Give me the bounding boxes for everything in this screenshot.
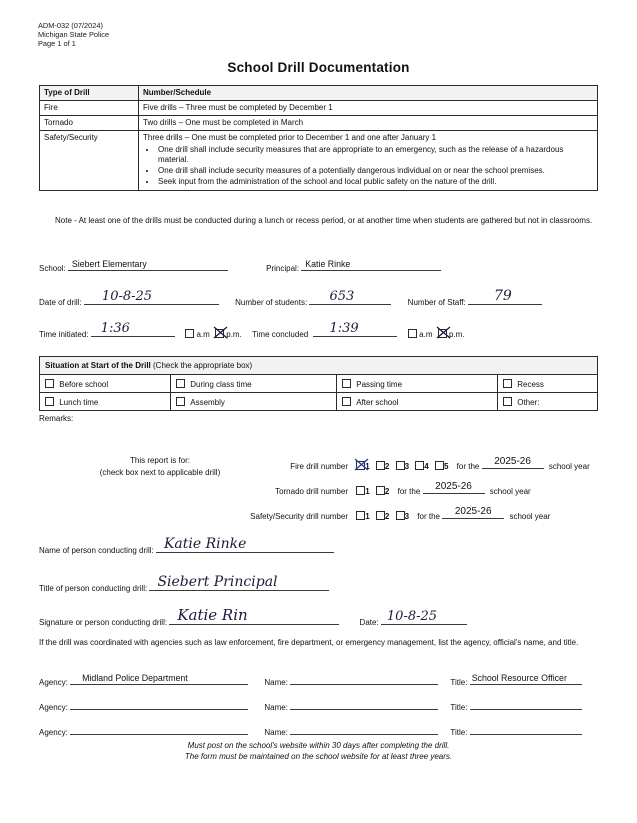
school-year-value: 2025-26 bbox=[454, 506, 492, 517]
situation-option-after-school[interactable] bbox=[337, 393, 498, 411]
am-label: a.m bbox=[196, 330, 210, 339]
agency-input[interactable] bbox=[70, 722, 248, 735]
option-label: After school bbox=[356, 397, 399, 407]
school-year-suffix: school year bbox=[509, 512, 551, 521]
box-label: 4 bbox=[424, 462, 429, 471]
name-label: Name: bbox=[264, 728, 288, 737]
tornado-drill-box-1[interactable] bbox=[356, 486, 365, 495]
safety-drill-box-1[interactable] bbox=[356, 511, 365, 520]
column-header-type: Type of Drill bbox=[40, 86, 139, 101]
table-header-row bbox=[40, 86, 598, 101]
number-staff-label: Number of Staff: bbox=[407, 298, 466, 307]
situation-row bbox=[40, 393, 598, 411]
option-label: Recess bbox=[517, 379, 544, 389]
agency-label: Agency: bbox=[39, 728, 68, 737]
signature-input[interactable] bbox=[169, 606, 339, 625]
checkbox[interactable] bbox=[45, 379, 54, 388]
box-label: 1 bbox=[365, 462, 370, 471]
drill-schedule: Five drills – Three must be completed by December 1 bbox=[139, 101, 598, 116]
time-concluded-am-checkbox[interactable] bbox=[408, 329, 417, 338]
remarks-label: Remarks: bbox=[39, 414, 74, 423]
fire-drill-box-3[interactable] bbox=[396, 461, 405, 470]
agency-name-input[interactable] bbox=[290, 697, 438, 710]
signature-date-label: Date: bbox=[359, 618, 379, 627]
situation-option-other[interactable] bbox=[498, 393, 598, 411]
agency-label: Agency: bbox=[39, 678, 68, 687]
form-header bbox=[38, 22, 109, 48]
conducting-title-row bbox=[39, 574, 637, 593]
name-label: Name: bbox=[264, 678, 288, 687]
checkbox[interactable] bbox=[176, 397, 185, 406]
drill-schedule-table bbox=[39, 85, 598, 191]
situation-heading bbox=[40, 357, 598, 375]
drill-type: Safety/Security bbox=[40, 131, 139, 191]
organization-name: Michigan State Police bbox=[38, 29, 110, 39]
fire-drill-label: Fire drill number bbox=[290, 462, 348, 471]
agency-intro: If the drill was coordinated with agencies such as law enforcement, fire department, or emergency management, list the agency, official's name, and title. bbox=[39, 638, 579, 647]
x-mark-icon bbox=[354, 457, 369, 472]
column-header-schedule: Number/Schedule bbox=[139, 86, 598, 101]
conducting-name-value: Katie Rinke bbox=[163, 536, 247, 552]
safety-drill-school-year-input[interactable] bbox=[442, 506, 504, 519]
time-initiated-input[interactable] bbox=[91, 321, 175, 337]
agency-value: Midland Police Department bbox=[82, 673, 188, 683]
fire-drill-box-2[interactable] bbox=[376, 461, 385, 470]
option-label: Before school bbox=[59, 379, 109, 389]
agency-row-3 bbox=[39, 722, 637, 737]
fire-drill-box-1[interactable] bbox=[356, 461, 365, 470]
safety-drill-box-3[interactable] bbox=[396, 511, 405, 520]
am-label: a.m bbox=[419, 330, 433, 339]
signature-date-input[interactable] bbox=[381, 609, 467, 625]
name-label: Name: bbox=[264, 703, 288, 712]
safety-drill-number-row bbox=[168, 506, 550, 521]
agency-row-1 bbox=[39, 672, 637, 687]
situation-option-passing-time[interactable] bbox=[337, 375, 498, 393]
signature-value: Katie Rin bbox=[177, 606, 248, 624]
footer-line-1: Must post on the school's website within 30 days after completing the drill. bbox=[187, 741, 450, 750]
schedule-note: Note - At least one of the drills must be conducted during a lunch or recess period, or at another time when students are gathered but not in classrooms. bbox=[55, 216, 593, 225]
number-students-label: Number of students: bbox=[235, 298, 308, 307]
title-label: Title: bbox=[450, 703, 468, 712]
tornado-drill-school-year-input[interactable] bbox=[423, 481, 485, 494]
fire-drill-number-row bbox=[200, 456, 590, 471]
time-concluded-input[interactable] bbox=[313, 321, 397, 337]
number-students-value: 653 bbox=[329, 289, 355, 304]
remarks-row bbox=[39, 414, 637, 423]
situation-heading-row bbox=[40, 357, 598, 375]
school-label: School: bbox=[39, 264, 66, 273]
situation-row bbox=[40, 375, 598, 393]
x-mark-icon bbox=[436, 325, 451, 340]
date-of-drill-value: 10-8-25 bbox=[101, 289, 153, 304]
box-label: 1 bbox=[365, 512, 370, 521]
time-initiated-pm-checkbox[interactable] bbox=[215, 329, 224, 338]
drill-type: Tornado bbox=[40, 116, 139, 131]
safety-security-bullet-list bbox=[143, 145, 593, 187]
number-students-input[interactable] bbox=[309, 289, 391, 305]
signature-label: Signature or person conducting drill: bbox=[39, 618, 168, 627]
agency-title-value: School Resource Officer bbox=[471, 673, 567, 683]
list-item: • One drill shall include security measures that are appropriate to an emergency, such as the release of a hazardous material. bbox=[157, 145, 593, 165]
drill-schedule: Three drills – One must be completed prior to December 1 and one after January 1 bbox=[143, 133, 437, 142]
school-year-suffix: school year bbox=[548, 462, 590, 471]
time-concluded-label: Time concluded bbox=[252, 330, 309, 339]
conducting-title-value: Siebert Principal bbox=[157, 574, 278, 590]
box-label: 2 bbox=[384, 462, 390, 471]
report-for-line1: This report is for: bbox=[129, 456, 190, 465]
option-label: During class time bbox=[190, 379, 252, 389]
option-label: Lunch time bbox=[59, 397, 99, 407]
agency-title-input[interactable] bbox=[470, 697, 582, 710]
situation-heading-rest: (Check the appropriate box) bbox=[153, 361, 253, 370]
for-the-label: for the bbox=[397, 487, 421, 496]
tornado-drill-box-2[interactable] bbox=[376, 486, 385, 495]
option-label: Assembly bbox=[190, 397, 225, 407]
table-row bbox=[40, 116, 598, 131]
time-concluded-pm-checkbox[interactable] bbox=[438, 329, 447, 338]
agency-name-input[interactable] bbox=[290, 672, 438, 685]
time-initiated-value: 1:36 bbox=[100, 321, 130, 336]
for-the-label: for the bbox=[456, 462, 480, 471]
box-label: 3 bbox=[404, 512, 410, 521]
page-number: Page 1 of 1 bbox=[38, 38, 76, 48]
title-label: Title: bbox=[450, 728, 468, 737]
fire-drill-school-year-input[interactable] bbox=[482, 456, 544, 469]
list-item: • One drill shall include security measures of a potentially dangerous individual on or near the school premises. bbox=[157, 166, 593, 176]
school-input[interactable] bbox=[68, 258, 228, 271]
signature-row bbox=[39, 606, 637, 627]
conducting-title-label: Title of person conducting drill: bbox=[39, 584, 148, 593]
situation-option-lunch-time[interactable] bbox=[40, 393, 171, 411]
school-year-value: 2025-26 bbox=[435, 481, 472, 492]
principal-value: Katie Rinke bbox=[305, 259, 351, 269]
box-label: 5 bbox=[443, 462, 449, 471]
agency-input[interactable] bbox=[70, 672, 248, 685]
agency-input[interactable] bbox=[70, 697, 248, 710]
footer-notice bbox=[0, 740, 637, 762]
principal-input[interactable] bbox=[301, 258, 441, 271]
option-label: Other: bbox=[517, 397, 540, 407]
agency-row-2 bbox=[39, 697, 637, 712]
conducting-name-label: Name of person conducting drill: bbox=[39, 546, 154, 555]
conducting-title-input[interactable] bbox=[149, 574, 329, 591]
drill-schedule-with-bullets bbox=[139, 131, 598, 191]
signature-date-value: 10-8-25 bbox=[386, 609, 438, 624]
time-row bbox=[39, 321, 637, 339]
report-for-line2: (check box next to applicable drill) bbox=[99, 468, 221, 477]
page-title: School Drill Documentation bbox=[227, 60, 410, 75]
agency-title-input[interactable] bbox=[470, 672, 582, 685]
date-of-drill-input[interactable] bbox=[84, 289, 219, 305]
box-label: 3 bbox=[404, 462, 410, 471]
tornado-drill-label: Tornado drill number bbox=[275, 487, 348, 496]
option-label: Passing time bbox=[356, 379, 403, 389]
pm-label: p.m. bbox=[226, 330, 242, 339]
tornado-drill-number-row bbox=[200, 481, 531, 496]
checkbox[interactable] bbox=[342, 379, 351, 388]
situation-option-recess[interactable] bbox=[498, 375, 598, 393]
checkbox[interactable] bbox=[342, 397, 351, 406]
conducting-name-row bbox=[39, 536, 637, 555]
drill-stats-row bbox=[39, 288, 637, 307]
checkbox[interactable] bbox=[45, 397, 54, 406]
situation-option-before-school[interactable] bbox=[40, 375, 171, 393]
box-label: 2 bbox=[384, 512, 390, 521]
safety-drill-label: Safety/Security drill number bbox=[250, 512, 348, 521]
table-row bbox=[40, 131, 598, 191]
date-of-drill-label: Date of drill: bbox=[39, 298, 82, 307]
fire-drill-box-5[interactable] bbox=[435, 461, 444, 470]
time-concluded-value: 1:39 bbox=[329, 321, 359, 336]
conducting-name-input[interactable] bbox=[156, 536, 334, 553]
school-principal-row bbox=[39, 258, 637, 273]
situation-option-during-class-time[interactable] bbox=[171, 375, 337, 393]
agency-title-input[interactable] bbox=[470, 722, 582, 735]
checkbox[interactable] bbox=[503, 379, 512, 388]
school-year-suffix: school year bbox=[489, 487, 531, 496]
number-staff-input[interactable] bbox=[468, 288, 542, 305]
drill-type: Fire bbox=[40, 101, 139, 116]
fire-drill-box-4[interactable] bbox=[415, 461, 424, 470]
school-value: Siebert Elementary bbox=[71, 259, 147, 269]
situation-heading-bold: Situation at Start of the Drill bbox=[45, 361, 151, 370]
situation-option-assembly[interactable] bbox=[171, 393, 337, 411]
agency-name-input[interactable] bbox=[290, 722, 438, 735]
time-initiated-am-checkbox[interactable] bbox=[185, 329, 194, 338]
table-row bbox=[40, 101, 598, 116]
agency-label: Agency: bbox=[39, 703, 68, 712]
checkbox[interactable] bbox=[176, 379, 185, 388]
school-year-value: 2025-26 bbox=[494, 456, 531, 467]
pm-label: p.m. bbox=[448, 330, 465, 339]
footer-line-2: The form must be maintained on the school website for at least three years. bbox=[184, 752, 453, 761]
drill-schedule: Two drills – One must be completed in March bbox=[139, 116, 598, 131]
x-mark-icon bbox=[213, 325, 228, 340]
title-label: Title: bbox=[450, 678, 468, 687]
checkbox[interactable] bbox=[503, 397, 512, 406]
safety-drill-box-2[interactable] bbox=[376, 511, 385, 520]
form-id: ADM-032 (07/2024) bbox=[38, 21, 103, 30]
number-staff-value: 79 bbox=[494, 288, 512, 304]
principal-label: Principal: bbox=[266, 264, 300, 273]
situation-table bbox=[39, 356, 598, 411]
box-label: 2 bbox=[384, 487, 390, 496]
time-initiated-label: Time initiated: bbox=[39, 330, 89, 339]
list-item: • Seek input from the administration of the school and local public safety on the nature of the drill. bbox=[157, 177, 593, 187]
for-the-label: for the bbox=[417, 512, 440, 521]
box-label: 1 bbox=[365, 487, 370, 496]
